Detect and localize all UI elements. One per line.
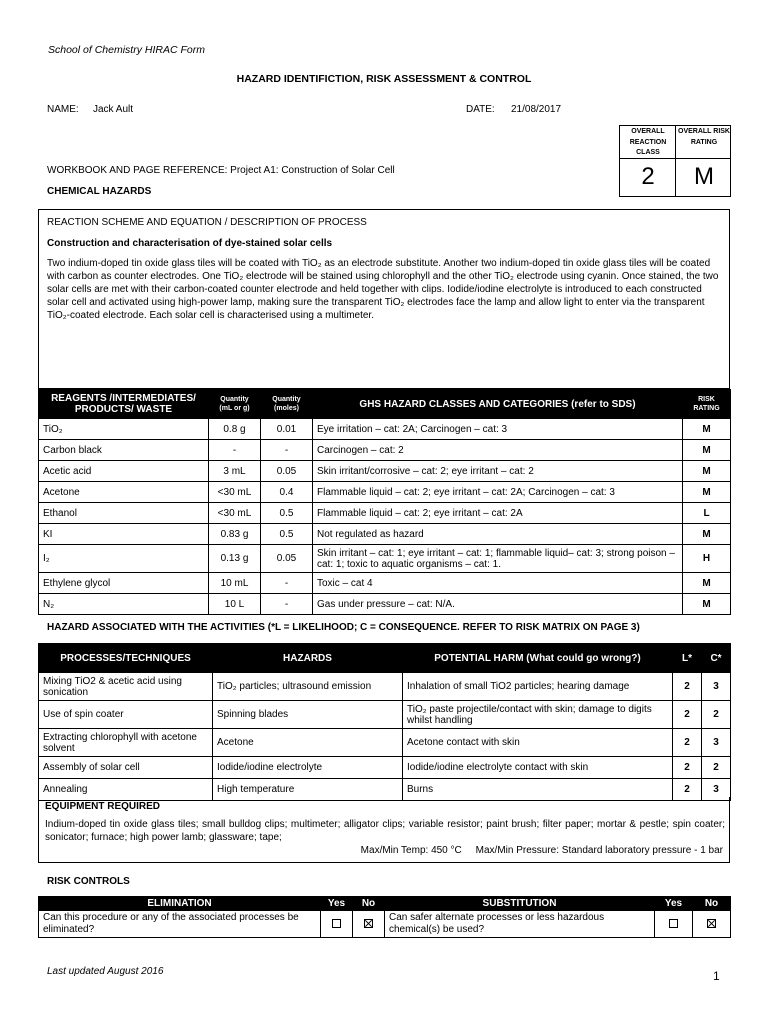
subst-no-header: No	[693, 897, 731, 911]
activity-consequence: 3	[702, 729, 731, 757]
reagent-risk: M	[683, 524, 731, 545]
activity-consequence: 3	[702, 779, 731, 801]
reagent-quantity: -	[209, 440, 261, 461]
activities-heading: HAZARD ASSOCIATED WITH THE ACTIVITIES (*L = LIKELIHOOD; C = CONSEQUENCE. REFER TO RISK MATRIX ON PAGE 3)	[47, 622, 640, 633]
reagent-quantity: 0.13 g	[209, 545, 261, 573]
equipment-box	[38, 797, 730, 863]
reagent-row	[39, 440, 731, 461]
reagent-moles: 0.5	[261, 503, 313, 524]
reagent-risk: M	[683, 482, 731, 503]
subst-yes-header: Yes	[655, 897, 693, 911]
activity-harm: Acetone contact with skin	[403, 729, 673, 757]
reagent-moles: 0.01	[261, 419, 313, 440]
date-value: 21/08/2017	[511, 104, 562, 115]
reaction-title: REACTION SCHEME AND EQUATION / DESCRIPTION OF PROCESS	[47, 217, 367, 228]
activity-hazard: TiO₂ particles; ultrasound emission	[213, 673, 403, 701]
reagent-name: N₂	[39, 594, 209, 615]
reagents-table	[38, 389, 731, 615]
reagent-quantity: 3 mL	[209, 461, 261, 482]
risk-controls-table	[38, 896, 731, 938]
reagent-ghs: Flammable liquid – cat: 2; eye irritant – cat: 2A; Carcinogen – cat: 3	[313, 482, 683, 503]
overall-rating-box	[619, 125, 731, 197]
name-label: NAME:	[47, 104, 79, 115]
equipment-description: Indium-doped tin oxide glass tiles; small bulldog clips; multimeter; alligator clips; variable resistor; paint brush; filter paper; mortar & pestle; spin coater; sonicator; furnace; high power lamb; glassware; tape;	[45, 819, 725, 843]
reagent-ghs: Eye irritation – cat: 2A; Carcinogen – cat: 3	[313, 419, 683, 440]
max-min-temp: Max/Min Temp: 450 °C	[360, 845, 462, 856]
activity-harm: Burns	[403, 779, 673, 801]
equipment-limits	[361, 845, 723, 856]
elim-yes-checkbox[interactable]	[332, 919, 341, 928]
reagent-ghs: Skin irritant – cat: 1; eye irritant – cat: 1; flammable liquid– cat: 3; strong poison – cat: 1; toxic to aquatic organisms – cat: 1.	[313, 545, 683, 573]
reagent-ghs: Flammable liquid – cat: 2; eye irritant – cat: 2A	[313, 503, 683, 524]
reagent-ghs: Skin irritant/corrosive – cat: 2; eye irritant – cat: 2	[313, 461, 683, 482]
activity-process: Assembly of solar cell	[39, 757, 213, 779]
overall-risk-value: M	[694, 163, 714, 190]
chemical-hazards-heading: CHEMICAL HAZARDS	[47, 186, 152, 197]
risk-header: RISK RATING	[683, 390, 731, 419]
page-number: 1	[713, 969, 720, 983]
reagent-ghs: Carcinogen – cat: 2	[313, 440, 683, 461]
activity-hazard: Iodide/iodine electrolyte	[213, 757, 403, 779]
substitution-header: SUBSTITUTION	[385, 897, 655, 911]
reagent-ghs: Toxic – cat 4	[313, 573, 683, 594]
reagents-header: REAGENTS /INTERMEDIATES/ PRODUCTS/ WASTE	[39, 390, 209, 419]
reagent-row	[39, 461, 731, 482]
reagent-quantity: 10 L	[209, 594, 261, 615]
reagent-moles: 0.5	[261, 524, 313, 545]
reagent-risk: H	[683, 545, 731, 573]
overall-class-label: OVERALL REACTION CLASS	[629, 128, 667, 156]
reagent-row	[39, 545, 731, 573]
reagent-quantity: 10 mL	[209, 573, 261, 594]
reagent-name: Ethylene glycol	[39, 573, 209, 594]
substitution-question: Can safer alternate processes or less hazardous chemical(s) be used?	[385, 911, 655, 938]
elimination-question: Can this procedure or any of the associated processes be eliminated?	[39, 911, 321, 938]
activity-hazard: Acetone	[213, 729, 403, 757]
activity-row	[39, 673, 731, 701]
reagent-name: Ethanol	[39, 503, 209, 524]
reagent-ghs: Not regulated as hazard	[313, 524, 683, 545]
reagent-moles: 0.05	[261, 545, 313, 573]
reagent-moles: -	[261, 440, 313, 461]
subst-no-cell[interactable]	[693, 911, 731, 938]
reagent-name: KI	[39, 524, 209, 545]
overall-class-value: 2	[641, 163, 655, 190]
reagent-name: TiO₂	[39, 419, 209, 440]
reaction-subtitle: Construction and characterisation of dye-stained solar cells	[47, 238, 333, 249]
reaction-description-box	[38, 209, 730, 389]
activity-harm: Iodide/iodine electrolyte contact with skin	[403, 757, 673, 779]
activity-consequence: 2	[702, 757, 731, 779]
reagent-risk: M	[683, 573, 731, 594]
activity-process: Extracting chlorophyll with acetone solvent	[39, 729, 213, 757]
activity-likelihood: 2	[673, 701, 702, 729]
harm-header: POTENTIAL HARM (What could go wrong?)	[403, 644, 673, 673]
reagent-name: Acetone	[39, 482, 209, 503]
elimination-header: ELIMINATION	[39, 897, 321, 911]
activity-consequence: 3	[702, 673, 731, 701]
activity-row	[39, 757, 731, 779]
risk-controls-heading: RISK CONTROLS	[47, 876, 130, 887]
last-updated: Last updated August 2016	[47, 966, 164, 977]
activity-likelihood: 2	[673, 757, 702, 779]
elim-yes-cell[interactable]	[321, 911, 353, 938]
activity-harm: Inhalation of small TiO2 particles; hearing damage	[403, 673, 673, 701]
elim-no-cell[interactable]	[353, 911, 385, 938]
box-divider	[675, 126, 676, 196]
school-label: School of Chemistry HIRAC Form	[48, 44, 205, 56]
reagent-risk: M	[683, 594, 731, 615]
activity-hazard: High temperature	[213, 779, 403, 801]
elim-no-checkbox[interactable]	[364, 919, 373, 928]
activity-process: Mixing TiO2 & acetic acid using sonication	[39, 673, 213, 701]
reagent-moles: -	[261, 594, 313, 615]
subst-yes-checkbox[interactable]	[669, 919, 678, 928]
reagent-quantity: 0.83 g	[209, 524, 261, 545]
reagent-risk: M	[683, 440, 731, 461]
reagent-risk: M	[683, 461, 731, 482]
hazards-header: HAZARDS	[213, 644, 403, 673]
moles-header: Quantity (moles)	[261, 390, 313, 419]
box-divider	[620, 158, 730, 159]
reaction-description: Two indium-doped tin oxide glass tiles will be coated with TiO₂ as an electrode substitute. Another two indium-doped tin oxide glass tiles will be coated with carbon as counter electrodes. One TiO₂ electrode will be stained using chlorophyll and the other TiO₂ electrode using cyanin. Once stained, the two solar cells are met with their carbon-coated counter electrode and held together with clips. Iodide/iodine electrolyte is introduced to each constructed solar cell and activated using high-power lamp, making sure the transparent TiO₂ electrodes face the lamp and allow light to enter via the transparent TiO₂-coated electrode. Each solar cell is characterised using a multimeter.	[47, 258, 719, 321]
activity-hazard: Spinning blades	[213, 701, 403, 729]
reagent-risk: M	[683, 419, 731, 440]
reagent-ghs: Gas under pressure – cat: N/A.	[313, 594, 683, 615]
ghs-header: GHS HAZARD CLASSES AND CATEGORIES (refer to SDS)	[313, 390, 683, 419]
reagent-row	[39, 573, 731, 594]
subst-yes-cell[interactable]	[655, 911, 693, 938]
activity-process: Annealing	[39, 779, 213, 801]
equipment-title: EQUIPMENT REQUIRED	[45, 801, 161, 812]
activity-harm: TiO₂ paste projectile/contact with skin; damage to digits whilst handling	[403, 701, 673, 729]
quantity-header: Quantity (mL or g)	[209, 390, 261, 419]
reagent-name: I₂	[39, 545, 209, 573]
activities-table	[38, 643, 731, 801]
consequence-header: C*	[702, 644, 731, 673]
activity-row	[39, 729, 731, 757]
reagent-row	[39, 419, 731, 440]
process-header: PROCESSES/TECHNIQUES	[39, 644, 213, 673]
workbook-reference: WORKBOOK AND PAGE REFERENCE: Project A1: Construction of Solar Cell	[47, 165, 395, 176]
date-label: DATE:	[466, 104, 495, 115]
activity-process: Use of spin coater	[39, 701, 213, 729]
reagent-quantity: <30 mL	[209, 482, 261, 503]
form-title: HAZARD IDENTIFICTION, RISK ASSESSMENT & CONTROL	[236, 73, 532, 85]
reagent-risk: L	[683, 503, 731, 524]
reagent-moles: -	[261, 573, 313, 594]
elim-no-header: No	[353, 897, 385, 911]
reagent-quantity: <30 mL	[209, 503, 261, 524]
activity-likelihood: 2	[673, 729, 702, 757]
activity-consequence: 2	[702, 701, 731, 729]
reagent-row	[39, 524, 731, 545]
max-min-pressure: Max/Min Pressure: Standard laboratory pressure - 1 bar	[475, 845, 723, 856]
reagent-row	[39, 594, 731, 615]
activity-likelihood: 2	[673, 673, 702, 701]
reagent-name: Carbon black	[39, 440, 209, 461]
reagent-name: Acetic acid	[39, 461, 209, 482]
reagent-row	[39, 503, 731, 524]
activity-likelihood: 2	[673, 779, 702, 801]
name-value: Jack Ault	[93, 104, 134, 115]
activity-row	[39, 701, 731, 729]
subst-no-checkbox[interactable]	[707, 919, 716, 928]
elim-yes-header: Yes	[321, 897, 353, 911]
overall-risk-label: OVERALL RISK RATING	[678, 128, 730, 146]
reagent-quantity: 0.8 g	[209, 419, 261, 440]
reagent-moles: 0.05	[261, 461, 313, 482]
likelihood-header: L*	[673, 644, 702, 673]
reagent-moles: 0.4	[261, 482, 313, 503]
reagent-row	[39, 482, 731, 503]
